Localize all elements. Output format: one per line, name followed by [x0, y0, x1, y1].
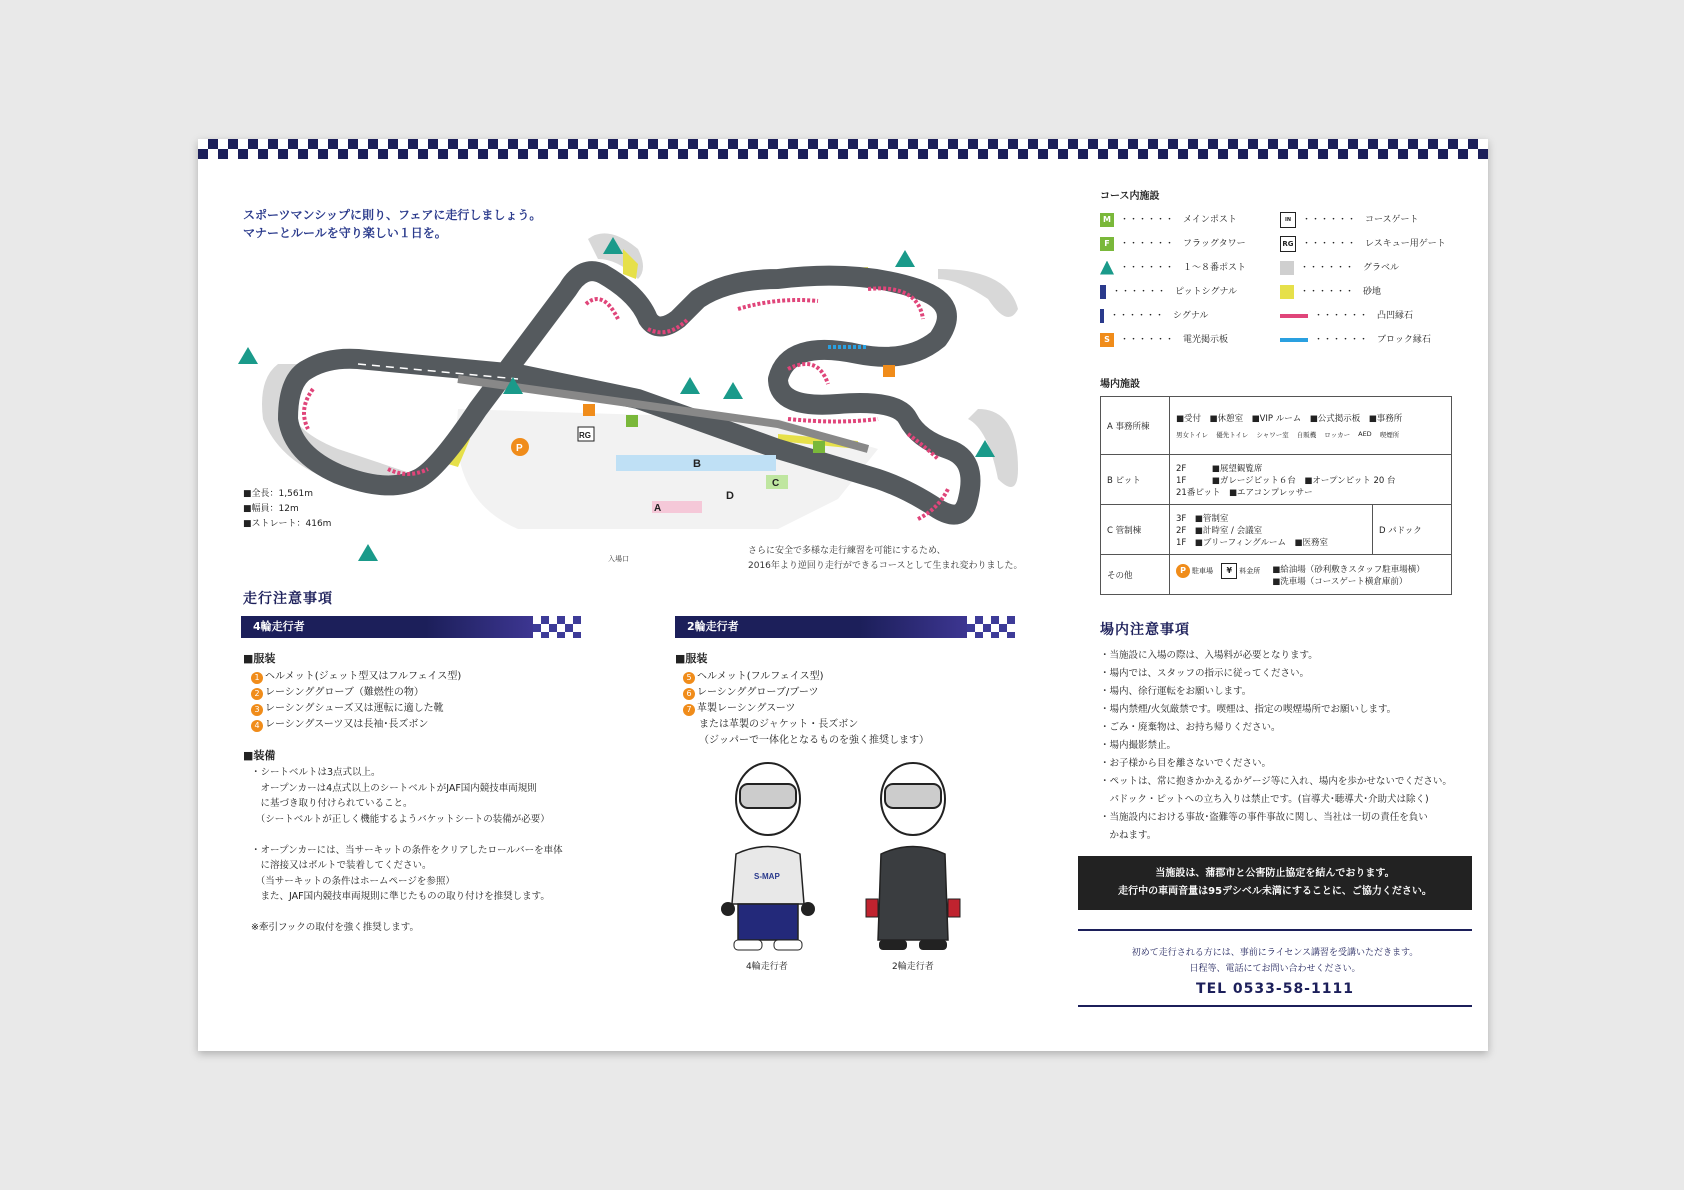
course-note: [748, 544, 1022, 574]
contact-box: [1078, 929, 1472, 1007]
signal-icon: [1100, 309, 1104, 323]
facility-a-content: [1170, 397, 1452, 455]
facilities-title: 場内施設: [1100, 379, 1140, 390]
facility-b-label: B ピット: [1101, 455, 1170, 505]
rescue-gate-icon: RG: [1280, 236, 1296, 252]
label-b: B: [693, 458, 701, 470]
venue-rules-title: 場内注意事項: [1100, 622, 1190, 638]
label-rg: RG: [579, 431, 591, 440]
course-note-line-2: 2016年より逆回り走行ができるコースとして生まれ変わりました。: [748, 561, 1023, 571]
facility-a-label: A 事務所棟: [1101, 397, 1170, 455]
facility-d-label: D パドック: [1373, 505, 1452, 555]
label-p: P: [516, 443, 523, 454]
four-wheel-equip-title: ■装備: [243, 749, 276, 762]
legend-posts: ・・・・・・ １～８番ポスト: [1100, 256, 1280, 280]
aed-icon: AED: [1358, 430, 1372, 438]
four-wheel-gear-1: 1 ヘルメット(ジェット型又はフルフェイス型): [251, 669, 603, 685]
legend-bump-curb: ・・・・・・ 凸凹縁石: [1280, 304, 1470, 328]
legend-main-post: M ・・・・・・ メインポスト: [1100, 208, 1280, 232]
main-post-icon: M: [1100, 213, 1114, 227]
checkered-border: [198, 139, 1488, 159]
spec-straight: ■ストレート：416m: [243, 519, 332, 529]
facility-b-line-3: 21番ピット ■エアコンプレッサー: [1176, 487, 1313, 498]
legend-gravel: ・・・・・・ グラベル: [1280, 256, 1470, 280]
pit-signal-icon: [1100, 285, 1106, 299]
facility-row-c: [1101, 505, 1452, 555]
facility-row-other: [1101, 555, 1452, 595]
label-d: D: [726, 490, 734, 502]
facility-a-text: ■受付 ■休憩室 ■VIP ルーム ■公式掲示板 ■事務所: [1176, 414, 1403, 424]
marker-s: [583, 404, 595, 416]
electric-board-icon: S: [1100, 333, 1114, 347]
four-wheel-section: [243, 650, 603, 936]
four-wheel-gear-4: 4 レーシングスーツ又は長袖･長ズボン: [251, 717, 603, 733]
facility-b-content: [1170, 455, 1452, 505]
parking-icon: P: [1176, 564, 1190, 578]
notice-line-2: 走行中の車両音量は95デシベル未満にすることに、ご協力ください。: [1118, 886, 1432, 897]
track-specs: [243, 487, 331, 532]
vending-icon: 自販機: [1296, 431, 1317, 439]
facility-b-line-1: 2F ■展望観覧席: [1176, 463, 1263, 474]
facility-c-content: [1170, 505, 1373, 555]
spec-length: ■全長：1,561m: [243, 489, 314, 499]
two-wheel-bar: [675, 616, 1011, 638]
facility-other-line-2: ■洗車場（コースゲート横倉庫前）: [1272, 576, 1408, 587]
driving-rules-title: 走行注意事項: [243, 591, 333, 607]
four-wheel-gear-3: 3 レーシングシューズ又は運転に適した靴: [251, 701, 603, 717]
two-wheel-rider-figure: [866, 763, 960, 950]
tagline-line-1: スポーツマンシップに則り、フェアに走行しましょう。: [243, 208, 542, 222]
facility-c-label: C 管制棟: [1101, 505, 1170, 555]
spec-width: ■幅員：12m: [243, 504, 299, 514]
four-wheel-bar: [241, 616, 577, 638]
facility-a-icons: [1176, 430, 1445, 439]
checkered-flag-icon: [967, 616, 1015, 638]
legend-block-curb: ・・・・・・ ブロック縁石: [1280, 328, 1470, 352]
yen-icon: ¥: [1221, 563, 1237, 579]
bump-curb-icon: [1280, 314, 1308, 318]
course-gate-icon: IN: [1280, 212, 1296, 228]
toilet-icon: 男女トイレ: [1176, 431, 1209, 439]
entrance-label: 入場口: [608, 555, 629, 563]
facilities-section: [1100, 375, 1452, 595]
label-a: A: [654, 503, 662, 514]
sand-icon: [1280, 285, 1294, 299]
two-wheel-figure-label: 2輪走行者: [892, 962, 934, 972]
label-c: C: [772, 478, 780, 489]
four-wheel-bar-label: 4輪走行者: [253, 620, 305, 633]
legend-board: S ・・・・・・ 電光掲示板: [1100, 328, 1280, 352]
two-wheel-gear-title: ■服装: [675, 652, 708, 665]
shower-icon: シャワー室: [1256, 431, 1289, 439]
two-wheel-gear-extra-1: または革製のジャケット・長ズボン: [699, 719, 859, 730]
four-wheel-gear-2: 2 レーシンググローブ（難燃性の物）: [251, 685, 603, 701]
course-note-line-1: さらに安全で多様な走行練習を可能にするため、: [748, 546, 946, 556]
four-wheel-gear-list: [251, 669, 603, 733]
two-wheel-gear-5: 5 ヘルメット(フルフェイス型): [683, 669, 1035, 685]
two-wheel-gear-6: 6 レーシンググローブ/ブーツ: [683, 685, 1035, 701]
smoking-icon: 喫煙所: [1379, 431, 1400, 439]
two-wheel-gear-extra-2: （ジッパーで一体化となるものを強く推奨します）: [699, 735, 929, 746]
two-wheel-gear-7: 7 革製レーシングスーツ: [683, 701, 1035, 717]
four-wheel-gear-title: ■服装: [243, 652, 276, 665]
rider-illustrations: [678, 754, 998, 954]
venue-rules-text: ・当施設に入場の際は、入場料が必要となります。 ・場内では、スタッフの指示に従ってください。 ・場内、徐行運転をお願いします。 ・場内禁煙/火気厳禁です。喫煙は、指定の喫煙場所でお願いします。 ・ごみ・廃棄物は、お持ち帰りください。 ・場内撮影禁止。 ・お子様から目を離さないでください。 ・ペットは、常に抱きかかえるかゲージ等に入れ、場内を歩かせないでください。 パドック・ピットへの立ち入りは禁止です。(盲導犬･聴導犬･介助犬は除く) ・当施設内における事故･盗難等の事件事故に関し、当社は一切の責任を負い かねます。: [1100, 650, 1452, 841]
facility-c-line-3: 1F ■ブリーフィングルーム ■医務室: [1176, 537, 1328, 548]
facility-other-label: その他: [1101, 555, 1170, 595]
gravel-icon: [1280, 261, 1294, 275]
circuit-map: [218, 179, 1048, 579]
flag-tower-icon: F: [1100, 237, 1114, 251]
two-wheel-section: [675, 650, 1035, 749]
marker-f: [813, 441, 825, 453]
marker-s2: [883, 365, 895, 377]
tagline-line-2: マナーとルールを守り楽しい１日を。: [243, 226, 447, 240]
legend-title: コース内施設: [1100, 191, 1160, 202]
facility-row-b: [1101, 455, 1452, 505]
facility-row-a: [1101, 397, 1452, 455]
legend-course-gate: IN ・・・・・・ コースゲート: [1280, 208, 1470, 232]
facility-other-line-1: ■給油場（砂利敷きスタッフ駐車場横）: [1272, 564, 1425, 575]
accessible-toilet-icon: 優先トイレ: [1216, 431, 1249, 439]
marker-m: [626, 415, 638, 427]
legend-sand: ・・・・・・ 砂地: [1280, 280, 1470, 304]
facility-c-line-1: 3F ■管制室: [1176, 513, 1229, 524]
facility-other-content: [1170, 555, 1452, 595]
four-wheel-driver-figure: [721, 763, 815, 950]
four-wheel-figure-label: 4輪走行者: [746, 962, 788, 972]
phone-number: TEL 0533-58-1111: [1196, 981, 1354, 997]
four-wheel-equip-text: ・シートベルトは3点式以上。 オープンカーは4点式以上のシートベルトがJAF国内競技車両規則 に基づき取り付けられていること。 （シートベルトが正しく機能するようバケットシートの装備が必要） ・オープンカーには、当サーキットの条件をクリアしたロールバーを車体 に溶接又はボルトで装着してください。 （当サーキットの条件はホームページを参照） また、JAF国内競技車両規則に準じたものの取り付けを推奨します。 ※牽引フックの取付を強く推奨します。: [251, 767, 563, 933]
facility-other-icons: P 駐車場 ¥ 料金所: [1176, 563, 1260, 587]
contact-line-1: 初めて走行される方には、事前にライセンス講習を受講いただきます。: [1131, 948, 1419, 958]
checkered-flag-icon: [533, 616, 581, 638]
post-triangle-icon: [1100, 261, 1114, 275]
course-facilities-legend: [1100, 187, 1470, 352]
legend-left: [1100, 208, 1280, 352]
legend-right: [1280, 208, 1470, 352]
legend-rescue-gate: RG ・・・・・・ レスキュー用ゲート: [1280, 232, 1470, 256]
contact-line-2: 日程等、電話にてお問い合わせください。: [1189, 964, 1361, 974]
facilities-table: [1100, 396, 1452, 595]
facility-c-line-2: 2F ■計時室 / 会議室: [1176, 525, 1263, 536]
legend-pit-signal: ・・・・・・ ピットシグナル: [1100, 280, 1280, 304]
legend-flag-tower: F ・・・・・・ フラッグタワー: [1100, 232, 1280, 256]
brochure-page: [198, 139, 1488, 1051]
locker-icon: ロッカー: [1324, 431, 1351, 439]
block-curb-icon: [1280, 338, 1308, 342]
two-wheel-gear-list: [683, 669, 1035, 749]
two-wheel-bar-label: 2輪走行者: [687, 620, 739, 633]
notice-line-1: 当施設は、蒲郡市と公害防止協定を結んでおります。: [1155, 868, 1395, 879]
legend-signal: ・・・・・・ シグナル: [1100, 304, 1280, 328]
shirt-logo: S-MAP: [754, 872, 780, 881]
facility-b-line-2: 1F ■ガレージピット６台 ■オープンピット 20 台: [1176, 475, 1396, 486]
noise-notice: [1078, 856, 1472, 910]
